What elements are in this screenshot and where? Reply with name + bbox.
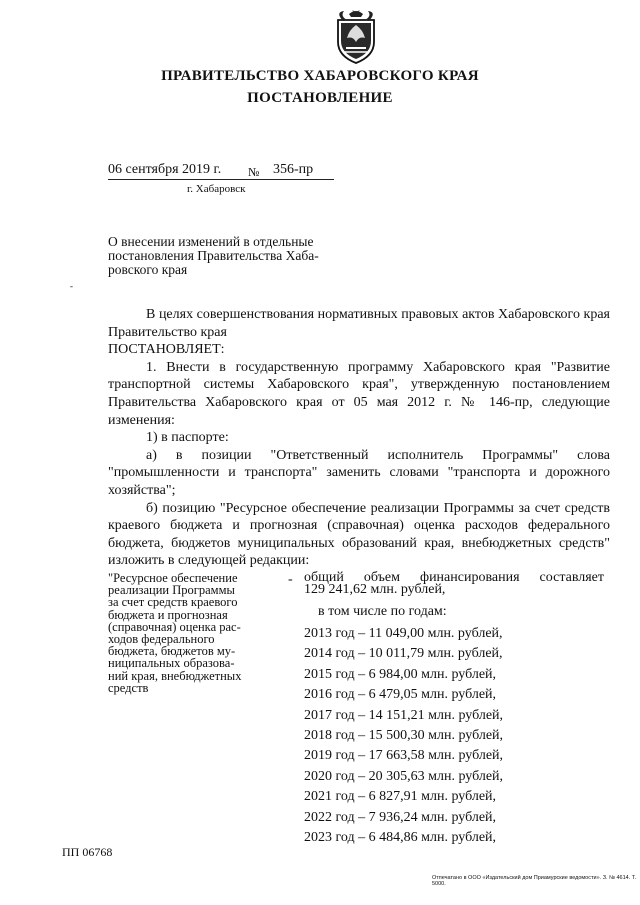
funding-year-item: 2014 год – 10 011,79 млн. рублей,	[304, 646, 503, 662]
funding-year-item: 2016 год – 6 479,05 млн. рублей,	[304, 687, 497, 703]
date-number-line	[108, 162, 334, 180]
left-cell-line: ходов федерального	[108, 632, 215, 647]
table-dash: -	[288, 572, 293, 587]
paragraph-resolves: ПОСТАНОВЛЯЕТ:	[108, 342, 225, 358]
funding-intro: общий объем финансирования составляет	[304, 570, 604, 585]
left-cell-line: (справочная) оценка рас-	[108, 619, 241, 634]
left-cell-line: ниципальных образова-	[108, 656, 235, 671]
funding-by-year-label: в том числе по годам:	[318, 604, 447, 619]
funding-year-item: 2021 год – 6 827,91 млн. рублей,	[304, 789, 497, 805]
funding-year-item: 2022 год – 7 936,24 млн. рублей,	[304, 809, 497, 825]
doc-type-title: ПОСТАНОВЛЕНИЕ	[247, 90, 393, 106]
table-left-cell	[108, 572, 274, 694]
margin-mark: -	[70, 281, 73, 291]
subject-line: постановления Правительства Хаба-	[108, 248, 319, 263]
doc-date: 06 сентября 2019 г.	[108, 162, 222, 177]
funding-year-item: 2018 год – 15 500,30 млн. рублей,	[304, 727, 504, 743]
city: г. Хабаровск	[187, 183, 246, 195]
funding-year-item: 2023 год – 6 484,86 млн. рублей,	[304, 829, 497, 845]
print-note: Отпечатано в ООО «Издательский дом Приамурские ведомости». З. № 4614. Т. 5000.	[432, 875, 637, 887]
funding-total: 129 241,62 млн. рублей,	[304, 582, 446, 597]
table-right-cell	[304, 572, 604, 848]
subject-line: ровского края	[108, 262, 188, 277]
funding-year-list	[304, 624, 604, 848]
funding-year-item: 2020 год – 20 305,63 млн. рублей,	[304, 768, 504, 784]
doc-number: 356-пр	[273, 162, 314, 177]
funding-year-item: 2015 год – 6 984,00 млн. рублей,	[304, 666, 497, 682]
paragraph-item-b: б) позицию "Ресурсное обеспечение реализации Программы за счет средств краевого бюджета и прогнозная (справочная) оценка расходов федерального бюджета, бюджетов муниципальных образований края, внебюджетных средств" изложить в следующей редакции:	[108, 500, 610, 569]
left-cell-line: за счет средств краевого	[108, 595, 238, 610]
funding-year-item: 2017 год – 14 151,21 млн. рублей,	[304, 707, 504, 723]
paragraph-item-a: а) в позиции "Ответственный исполнитель Программы" слова "промышленности и транспорта" заменить словами "транспорта и дорожного хозяйства";	[108, 447, 610, 498]
coat-of-arms-emblem	[331, 8, 381, 64]
paragraph-passport: 1) в паспорте:	[146, 430, 229, 446]
left-cell-line: бюджета, бюджетов му-	[108, 644, 236, 659]
left-cell-line: "Ресурсное обеспечение	[108, 571, 238, 585]
left-cell-line: реализации Программы	[108, 583, 235, 598]
body-text	[108, 306, 610, 570]
footer-code: ПП 06768	[62, 845, 113, 859]
left-cell-line: средств	[108, 680, 149, 695]
funding-year-item: 2013 год – 11 049,00 млн. рублей,	[304, 626, 503, 641]
funding-year-item: 2019 год – 17 663,58 млн. рублей,	[304, 748, 504, 764]
left-cell-line: бюджета и прогнозная	[108, 607, 228, 622]
paragraph-preamble: В целях совершенствования нормативных правовых актов Хабаровского края Правительство края	[108, 307, 610, 340]
number-sign: №	[248, 165, 260, 179]
left-cell-line: ний края, внебюджетных	[108, 668, 242, 683]
subject-line: О внесении изменений в отдельные	[108, 234, 314, 249]
subject-block	[108, 235, 348, 277]
org-title: ПРАВИТЕЛЬСТВО ХАБАРОВСКОГО КРАЯ	[161, 68, 479, 84]
paragraph-item-1: 1. Внести в государственную программу Хабаровского края "Развитие транспортной системы Хабаровского края", утвержденную постановлением Правительства Хабаровского края от 05 мая 2012 г. № 146-пр, следующие изменения:	[108, 359, 610, 428]
